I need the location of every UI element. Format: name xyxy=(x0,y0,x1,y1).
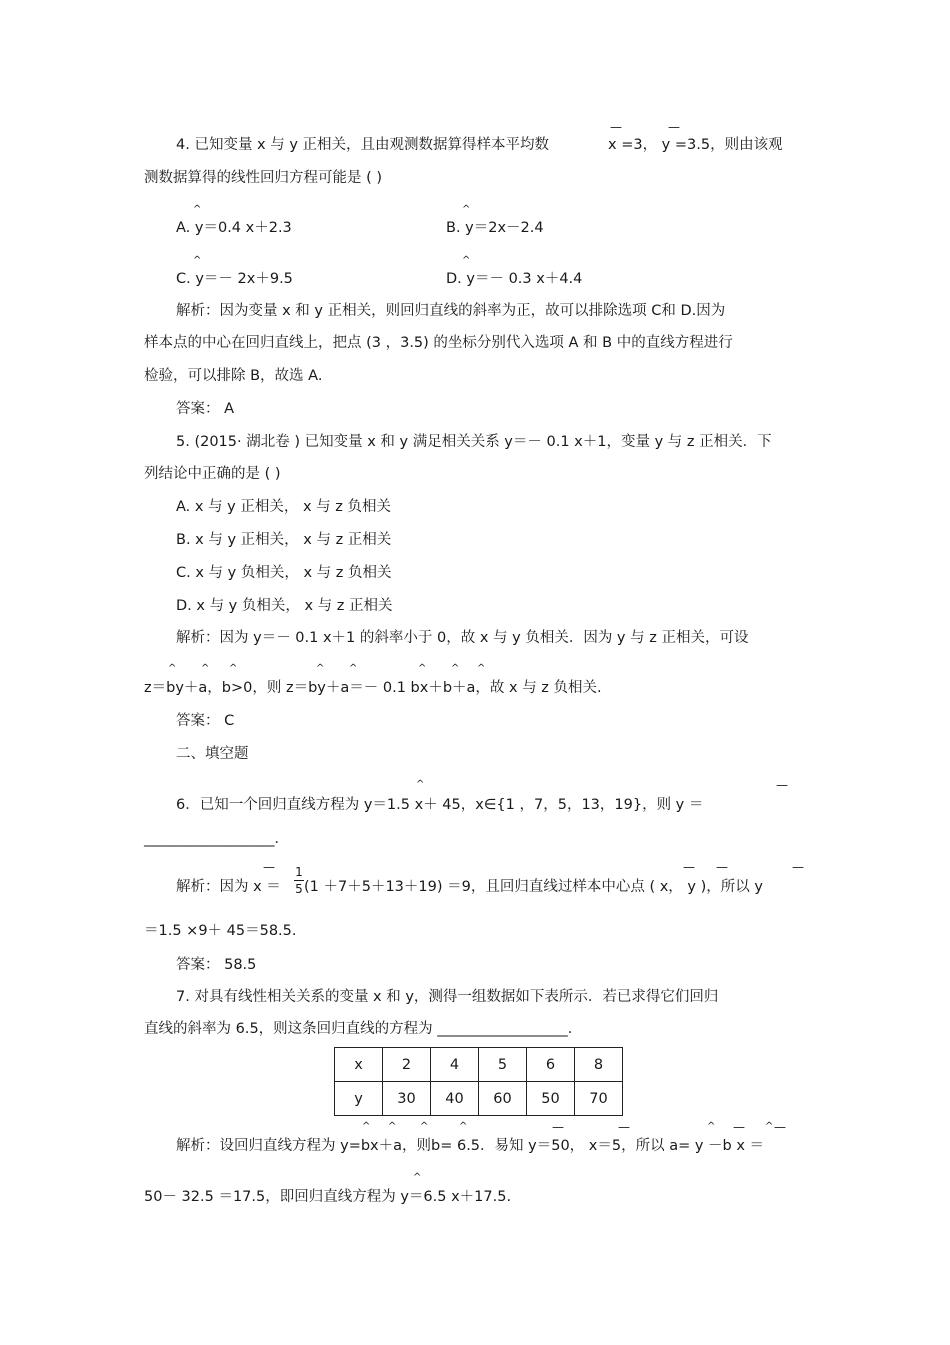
hat-mark: ^ xyxy=(462,204,471,215)
hat-mark: ^ xyxy=(193,255,202,266)
hat-mark: ^ xyxy=(193,204,202,215)
q5-option-c: C. x 与 y 负相关， x 与 z 负相关 xyxy=(176,565,392,581)
mean-bar-mark: — xyxy=(774,1120,786,1134)
q6-analysis-post: (1 ＋7＋5＋13＋19) ＝9，且回归直线过样本中心点 ( x， y )，所以 y xyxy=(304,879,763,895)
q4-analysis-line-3: 检验，可以排除 B，故选 A. xyxy=(144,368,323,384)
hat-mark: ^ xyxy=(388,1121,397,1132)
hat-mark: ^ xyxy=(168,663,177,674)
table-row xyxy=(335,1082,623,1116)
table-cell: 8 xyxy=(575,1048,623,1082)
hat-mark: ^ xyxy=(765,1121,774,1132)
q7-analysis-line-1: 解析：设回归直线方程为 y=bx＋a，则b= 6.5．易知 y＝50， x＝5，所以 a= y －b x ＝ xyxy=(176,1138,765,1154)
section-heading: 二、填空题 xyxy=(176,746,249,762)
hat-mark: ^ xyxy=(418,663,427,674)
hat-mark: ^ xyxy=(707,1121,716,1132)
q4-option-d: D. y＝－ 0.3 x＋4.4 xyxy=(446,271,583,287)
q4-stem-line-2: 测数据算得的线性回归方程可能是 ( ) xyxy=(144,170,383,186)
mean-bar-mark: — xyxy=(792,860,804,874)
hat-mark: ^ xyxy=(201,663,210,674)
hat-mark: ^ xyxy=(462,255,471,266)
q7-stem-line-1: 7. 对具有线性相关关系的变量 x 和 y，测得一组数据如下表所示．若已求得它们回归 xyxy=(176,989,719,1005)
mean-bar-mark: — xyxy=(618,1120,630,1134)
table-cell: 4 xyxy=(431,1048,479,1082)
hat-mark: ^ xyxy=(416,779,425,790)
q4-answer: 答案： A xyxy=(176,401,235,417)
hat-mark: ^ xyxy=(349,663,358,674)
table-row xyxy=(335,1048,623,1082)
table-cell: y xyxy=(335,1082,383,1116)
q5-answer: 答案： C xyxy=(176,713,235,729)
q5-analysis-line-1: 解析：因为 y＝－ 0.1 x＋1 的斜率小于 0，故 x 与 y 负相关．因为 y 与 z 正相关，可设 xyxy=(176,630,749,646)
mean-bar-mark: — xyxy=(263,860,275,874)
table-cell: 70 xyxy=(575,1082,623,1116)
q7-analysis-line-2: 50－ 32.5 ＝17.5，即回归直线方程为 y＝6.5 x＋17.5. xyxy=(144,1189,512,1205)
mean-bar-mark: — xyxy=(552,1120,564,1134)
q6-stem-line-2: __________________． xyxy=(144,831,289,847)
hat-mark: ^ xyxy=(459,1121,468,1132)
q5-option-b: B. x 与 y 正相关， x 与 z 正相关 xyxy=(176,532,392,548)
q5-option-d: D. x 与 y 负相关， x 与 z 正相关 xyxy=(176,598,393,614)
table-cell: 40 xyxy=(431,1082,479,1116)
q5-stem-line-2: 列结论中正确的是 ( ) xyxy=(144,466,281,482)
table-cell: 6 xyxy=(527,1048,575,1082)
hat-mark: ^ xyxy=(420,1121,429,1132)
hat-mark: ^ xyxy=(477,663,486,674)
q4-stem-line-1: 4. 已知变量 x 与 y 正相关，且由观测数据算得样本平均数 xyxy=(176,137,550,153)
hat-mark: ^ xyxy=(316,663,325,674)
q4-option-b: B. y＝2x－2.4 xyxy=(446,220,544,236)
q5-option-a: A. x 与 y 正相关， x 与 z 负相关 xyxy=(176,499,391,515)
q6-stem-line-1: 6．已知一个回归直线方程为 y＝1.5 x＋ 45，x∈{1 ，7，5，13，19}，则 y ＝ xyxy=(176,797,704,813)
table-cell: 60 xyxy=(479,1082,527,1116)
fraction-numerator: 1 xyxy=(295,865,303,879)
q4-analysis-line-2: 样本点的中心在回归直线上，把点 (3 ，3.5) 的坐标分别代入选项 A 和 B 中的直线方程进行 xyxy=(144,335,733,351)
hat-mark: ^ xyxy=(229,663,238,674)
table-cell: 50 xyxy=(527,1082,575,1116)
fraction-line xyxy=(294,880,304,881)
mean-bar-mark: — xyxy=(610,120,622,134)
mean-bar-mark: — xyxy=(683,860,695,874)
q4-option-c: C. y＝－ 2x＋9.5 xyxy=(176,271,293,287)
q5-stem-line-1: 5. (2015· 湖北卷 ) 已知变量 x 和 y 满足相关关系 y＝－ 0.1 x＋1，变量 y 与 z 正相关．下 xyxy=(176,434,772,450)
hat-mark: ^ xyxy=(413,1172,422,1183)
table-cell: 5 xyxy=(479,1048,527,1082)
fraction-denominator: 5 xyxy=(295,882,303,896)
hat-mark: ^ xyxy=(362,1121,371,1132)
table-cell: 2 xyxy=(383,1048,431,1082)
data-table xyxy=(334,1047,623,1116)
q6-answer: 答案： 58.5 xyxy=(176,957,257,973)
q4-analysis-line-1: 解析：因为变量 x 和 y 正相关，则回归直线的斜率为正，故可以排除选项 C和 D.因为 xyxy=(176,303,726,319)
q6-analysis-line-2: ＝1.5 ×9＋ 45＝58.5. xyxy=(144,923,297,939)
q7-stem-line-2: 直线的斜率为 6.5，则这条回归直线的方程为 __________________． xyxy=(144,1021,583,1037)
mean-bar-mark: — xyxy=(716,860,728,874)
table-cell: 30 xyxy=(383,1082,431,1116)
q5-analysis-line-2: z＝by＋a，b>0，则 z＝by＋a＝－ 0.1 bx＋b＋a，故 x 与 z 负相关. xyxy=(144,680,602,696)
q6-analysis-pre: 解析：因为 x ＝ xyxy=(176,879,281,895)
mean-bar-mark: — xyxy=(733,1120,745,1134)
mean-bar-mark: — xyxy=(668,120,680,134)
q4-stem-values: x =3， y =3.5，则由该观 xyxy=(608,137,783,153)
mean-bar-mark: — xyxy=(776,778,788,792)
q4-option-a: A. y＝0.4 x＋2.3 xyxy=(176,220,292,236)
table-cell: x xyxy=(335,1048,383,1082)
hat-mark: ^ xyxy=(451,663,460,674)
